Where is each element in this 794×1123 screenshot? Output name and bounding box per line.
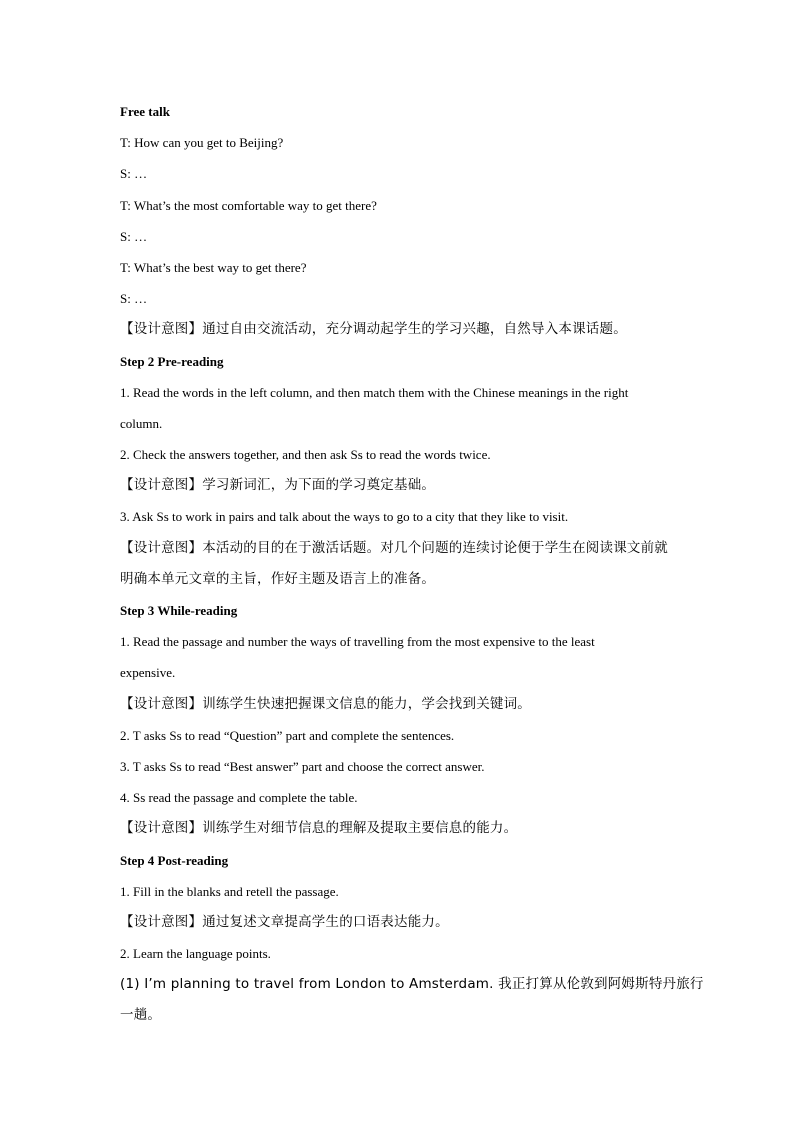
design-intent-note-continuation: 明确本单元文章的主旨，作好主题及语言上的准备。 [120, 570, 436, 587]
design-intent-note: 【设计意图】本活动的目的在于激活话题。对几个问题的连续讨论便于学生在阅读课文前就 [120, 539, 668, 556]
dialogue-line: S: … [120, 228, 148, 244]
dialogue-line: T: What’s the best way to get there? [120, 259, 307, 275]
step-item: 4. Ss read the passage and complete the table. [120, 790, 358, 806]
step-item: 3. Ask Ss to work in pairs and talk about the ways to go to a city that they like to visit. [120, 509, 569, 525]
design-intent-note: 【设计意图】训练学生快速把握课文信息的能力，学会找到关键词。 [120, 695, 531, 712]
dialogue-line: S: … [120, 166, 148, 182]
step-item: 3. T asks Ss to read “Best answer” part and choose the correct answer. [120, 758, 485, 774]
section-heading-free-talk: Free talk [120, 104, 170, 119]
design-intent-note: 【设计意图】学习新词汇，为下面的学习奠定基础。 [120, 477, 436, 494]
step-item-continuation: expensive. [120, 665, 176, 681]
design-intent-note: 【设计意图】训练学生对细节信息的理解及提取主要信息的能力。 [120, 820, 518, 837]
step-item: 1. Read the passage and number the ways of travelling from the most expensive to the least [120, 634, 595, 650]
step-item: 2. T asks Ss to read “Question” part and complete the sentences. [120, 727, 455, 743]
section-heading-pre-reading: Step 2 Pre-reading [120, 353, 224, 369]
section-heading-while-reading: Step 3 While-reading [120, 603, 238, 618]
step-item: 1. Fill in the blanks and retell the passage. [120, 883, 339, 899]
step-item-continuation: column. [120, 415, 163, 431]
dialogue-line: S: … [120, 291, 148, 307]
language-point-example-continuation: 一趟。 [120, 1007, 162, 1024]
step-item: 2. Learn the language points. [120, 946, 271, 962]
dialogue-line: T: What’s the most comfortable way to get there? [120, 197, 377, 213]
language-point-example: (1) I’m planning to travel from London to Amsterdam. 我正打算从伦敦到阿姆斯特丹旅行 [120, 976, 704, 993]
dialogue-line: T: How can you get to Beijing? [120, 135, 284, 151]
step-item: 2. Check the answers together, and then ask Ss to read the words twice. [120, 447, 491, 463]
design-intent-note: 【设计意图】通过复述文章提高学生的口语表达能力。 [120, 913, 449, 930]
section-heading-post-reading: Step 4 Post-reading [120, 852, 229, 868]
document-page [120, 96, 704, 1032]
design-intent-note: 【设计意图】通过自由交流活动，充分调动起学生的学习兴趣，自然导入本课话题。 [120, 321, 627, 338]
step-item: 1. Read the words in the left column, and then match them with the Chinese meanings in the right [120, 384, 629, 400]
